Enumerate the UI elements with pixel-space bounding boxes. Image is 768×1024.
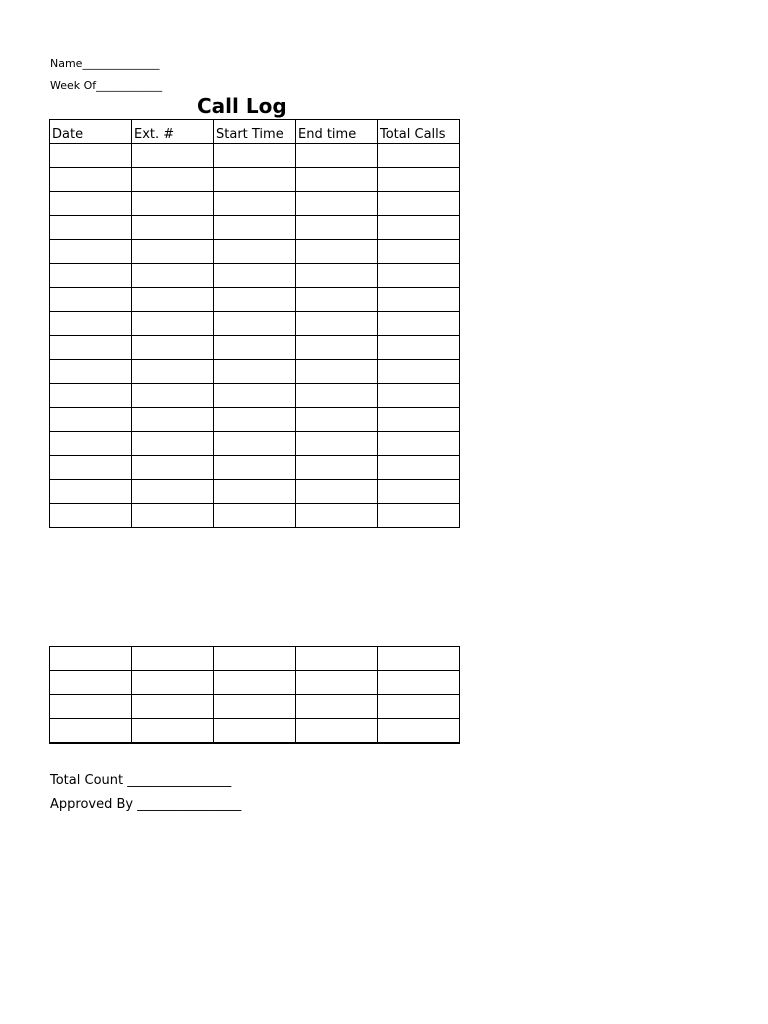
table-cell[interactable] (50, 336, 132, 360)
header-end-time: End time (296, 120, 378, 144)
table-cell[interactable] (132, 216, 214, 240)
table-cell[interactable] (132, 168, 214, 192)
table-row (50, 288, 460, 312)
table-row (50, 504, 460, 528)
table-cell[interactable] (296, 360, 378, 384)
table-cell[interactable] (296, 312, 378, 336)
total-count-field[interactable]: Total Count ________________ (50, 773, 232, 788)
table-cell[interactable] (50, 312, 132, 336)
table-cell[interactable] (214, 480, 296, 504)
table-cell[interactable] (378, 480, 460, 504)
table-cell[interactable] (214, 504, 296, 528)
table-row (50, 432, 460, 456)
table-cell[interactable] (296, 192, 378, 216)
secondary-log-table (49, 646, 460, 744)
secondary-log-body (50, 647, 460, 744)
table-cell[interactable] (132, 719, 214, 744)
table-cell[interactable] (50, 240, 132, 264)
table-cell[interactable] (50, 384, 132, 408)
table-cell[interactable] (132, 432, 214, 456)
table-row (50, 456, 460, 480)
table-cell[interactable] (214, 360, 296, 384)
table-cell[interactable] (132, 336, 214, 360)
table-cell[interactable] (378, 264, 460, 288)
table-cell[interactable] (378, 240, 460, 264)
table-cell[interactable] (50, 647, 132, 671)
table-cell[interactable] (132, 144, 214, 168)
table-cell[interactable] (378, 216, 460, 240)
table-cell[interactable] (214, 432, 296, 456)
table-cell[interactable] (132, 288, 214, 312)
table-cell[interactable] (378, 336, 460, 360)
table-cell[interactable] (50, 360, 132, 384)
table-cell[interactable] (132, 504, 214, 528)
table-cell[interactable] (296, 264, 378, 288)
table-row (50, 168, 460, 192)
table-cell[interactable] (378, 504, 460, 528)
table-row (50, 192, 460, 216)
table-cell[interactable] (50, 216, 132, 240)
table-row (50, 671, 460, 695)
table-cell[interactable] (214, 671, 296, 695)
table-row (50, 216, 460, 240)
table-row (50, 384, 460, 408)
table-cell[interactable] (132, 695, 214, 719)
table-cell[interactable] (132, 384, 214, 408)
approved-by-field[interactable]: Approved By ________________ (50, 797, 242, 812)
table-cell[interactable] (214, 216, 296, 240)
table-cell[interactable] (378, 695, 460, 719)
table-cell[interactable] (214, 264, 296, 288)
table-row (50, 480, 460, 504)
table-cell[interactable] (50, 480, 132, 504)
table-cell[interactable] (214, 384, 296, 408)
table-cell[interactable] (296, 288, 378, 312)
table-cell[interactable] (132, 264, 214, 288)
table-cell[interactable] (378, 360, 460, 384)
table-cell[interactable] (296, 695, 378, 719)
table-cell[interactable] (378, 647, 460, 671)
table-cell[interactable] (50, 144, 132, 168)
header-date: Date (50, 120, 132, 144)
table-cell[interactable] (378, 671, 460, 695)
table-cell[interactable] (296, 432, 378, 456)
table-cell[interactable] (214, 240, 296, 264)
table-cell[interactable] (132, 192, 214, 216)
table-cell[interactable] (378, 288, 460, 312)
call-log-table (49, 119, 460, 528)
table-cell[interactable] (50, 695, 132, 719)
table-row (50, 408, 460, 432)
table-cell[interactable] (378, 719, 460, 744)
table-row (50, 695, 460, 719)
table-cell[interactable] (378, 144, 460, 168)
table-cell[interactable] (296, 647, 378, 671)
table-cell[interactable] (296, 240, 378, 264)
table-cell[interactable] (214, 695, 296, 719)
table-cell[interactable] (50, 408, 132, 432)
table-cell[interactable] (214, 647, 296, 671)
table-cell[interactable] (132, 312, 214, 336)
table-cell[interactable] (50, 288, 132, 312)
table-cell[interactable] (50, 719, 132, 744)
table-cell[interactable] (296, 671, 378, 695)
table-cell[interactable] (50, 456, 132, 480)
name-field[interactable]: Name______________ (50, 57, 160, 70)
table-cell[interactable] (296, 408, 378, 432)
table-cell[interactable] (296, 168, 378, 192)
table-cell[interactable] (132, 671, 214, 695)
table-cell[interactable] (214, 168, 296, 192)
week-of-field[interactable]: Week Of____________ (50, 79, 163, 92)
table-cell[interactable] (296, 144, 378, 168)
table-cell[interactable] (296, 480, 378, 504)
table-cell[interactable] (296, 336, 378, 360)
table-cell[interactable] (214, 144, 296, 168)
table-cell[interactable] (296, 719, 378, 744)
table-cell[interactable] (132, 456, 214, 480)
table-cell[interactable] (214, 192, 296, 216)
call-log-body (50, 144, 460, 528)
table-cell[interactable] (378, 432, 460, 456)
table-cell[interactable] (50, 432, 132, 456)
header-ext: Ext. # (132, 120, 214, 144)
table-row (50, 312, 460, 336)
table-cell[interactable] (132, 408, 214, 432)
table-row (50, 647, 460, 671)
table-cell[interactable] (132, 480, 214, 504)
header-total-calls: Total Calls (378, 120, 460, 144)
table-cell[interactable] (50, 264, 132, 288)
header-start-time: Start Time (214, 120, 296, 144)
table-row (50, 264, 460, 288)
table-cell[interactable] (50, 504, 132, 528)
table-cell[interactable] (50, 671, 132, 695)
table-row (50, 719, 460, 744)
table-cell[interactable] (296, 216, 378, 240)
table-cell[interactable] (378, 312, 460, 336)
table-cell[interactable] (214, 719, 296, 744)
table-cell[interactable] (378, 456, 460, 480)
table-cell[interactable] (50, 192, 132, 216)
table-cell[interactable] (214, 288, 296, 312)
table-cell[interactable] (50, 168, 132, 192)
table-cell[interactable] (378, 384, 460, 408)
table-row (50, 144, 460, 168)
table-cell[interactable] (214, 456, 296, 480)
table-cell[interactable] (214, 408, 296, 432)
table-row (50, 336, 460, 360)
table-cell[interactable] (378, 168, 460, 192)
header-row (50, 120, 460, 144)
table-cell[interactable] (214, 312, 296, 336)
table-cell[interactable] (214, 336, 296, 360)
table-row (50, 240, 460, 264)
table-row (50, 360, 460, 384)
page-title: Call Log (197, 94, 287, 118)
table-cell[interactable] (132, 240, 214, 264)
table-cell[interactable] (378, 192, 460, 216)
table-cell[interactable] (296, 504, 378, 528)
table-cell[interactable] (378, 408, 460, 432)
table-cell[interactable] (296, 384, 378, 408)
table-cell[interactable] (132, 647, 214, 671)
table-cell[interactable] (132, 360, 214, 384)
table-cell[interactable] (296, 456, 378, 480)
